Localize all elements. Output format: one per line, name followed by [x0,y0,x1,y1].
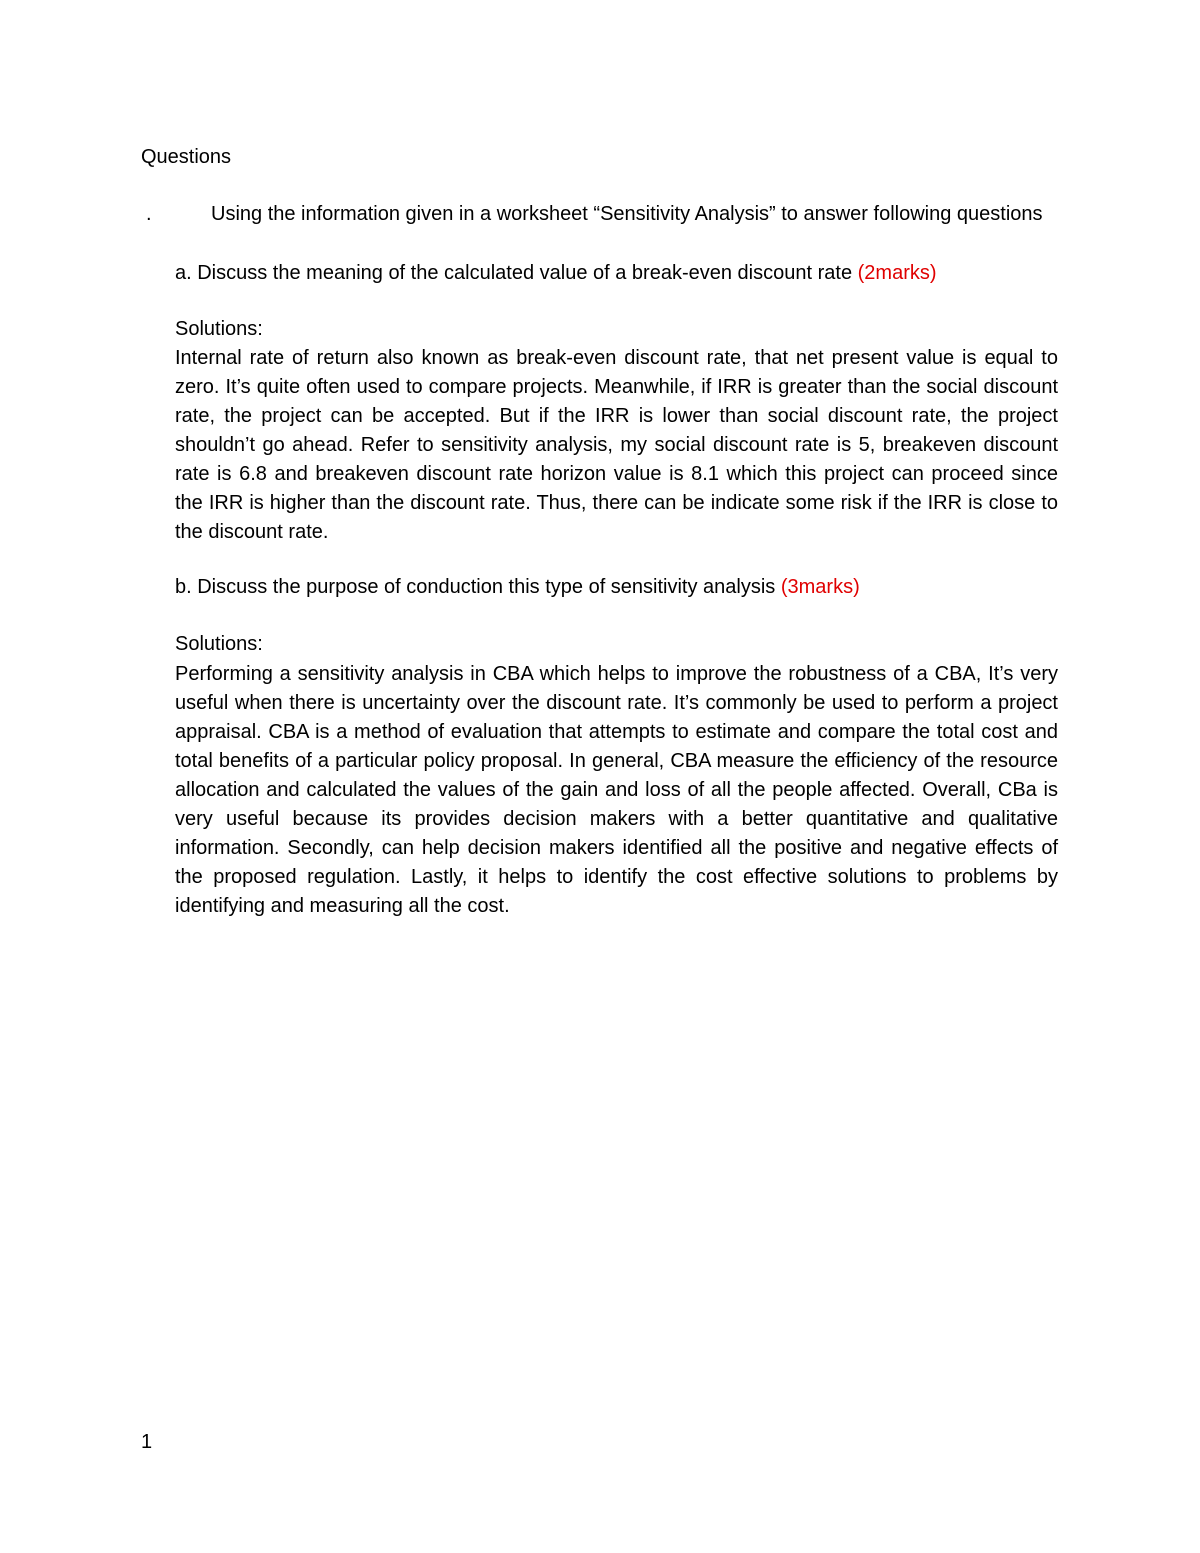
solution-a-label: Solutions: [175,318,263,340]
question-a-text: a. Discuss the meaning of the calculated value of a break-even discount rate [175,262,858,284]
page-number: 1 [141,1431,153,1453]
list-marker: . [146,203,152,225]
instruction-text: Using the information given in a worksheet “Sensitivity Analysis” to answer following questions [211,203,1043,225]
solution-b-text: Performing a sensitivity analysis in CBA which helps to improve the robustness of a CBA, It’s very useful when there is uncertainty over the discount rate. It’s commonly be used to perform a project appraisal. CBA is a method of evaluation that attempts to estimate and compare the total cost and total benefits of a particular policy proposal. In general, CBA measure the efficiency of the resource allocation and calculated the values of the gain and loss of all the people affected. Overall, CBa is very useful because its provides decision makers with a better quantitative and qualitative information. Secondly, can help decision makers identified all the positive and negative effects of the proposed regulation. Lastly, it helps to identify the cost effective solutions to problems by identifying and measuring all the cost. [175,663,1058,917]
question-a [175,259,1058,288]
solution-a-text: Internal rate of return also known as break-even discount rate, that net present value is equal to zero. It’s quite often used to compare projects. Meanwhile, if IRR is greater than the social discount rate, the project can be accepted. But if the IRR is lower than social discount rate, the project shouldn’t go ahead. Refer to sensitivity analysis, my social discount rate is 5, breakeven discount rate is 6.8 and breakeven discount rate horizon value is 8.1 which this project can proceed since the IRR is higher than the discount rate. Thus, there can be indicate some risk if the IRR is close to the discount rate. [175,347,1058,543]
question-a-marks: (2marks) [857,262,937,284]
question-b-text: b. Discuss the purpose of conduction this type of sensitivity analysis [175,576,781,598]
solution-b-label: Solutions: [175,633,263,655]
instruction-list-item [141,200,1058,228]
question-b-marks: (3marks) [780,576,860,598]
page-heading: Questions [141,146,232,168]
question-b [175,573,1058,602]
